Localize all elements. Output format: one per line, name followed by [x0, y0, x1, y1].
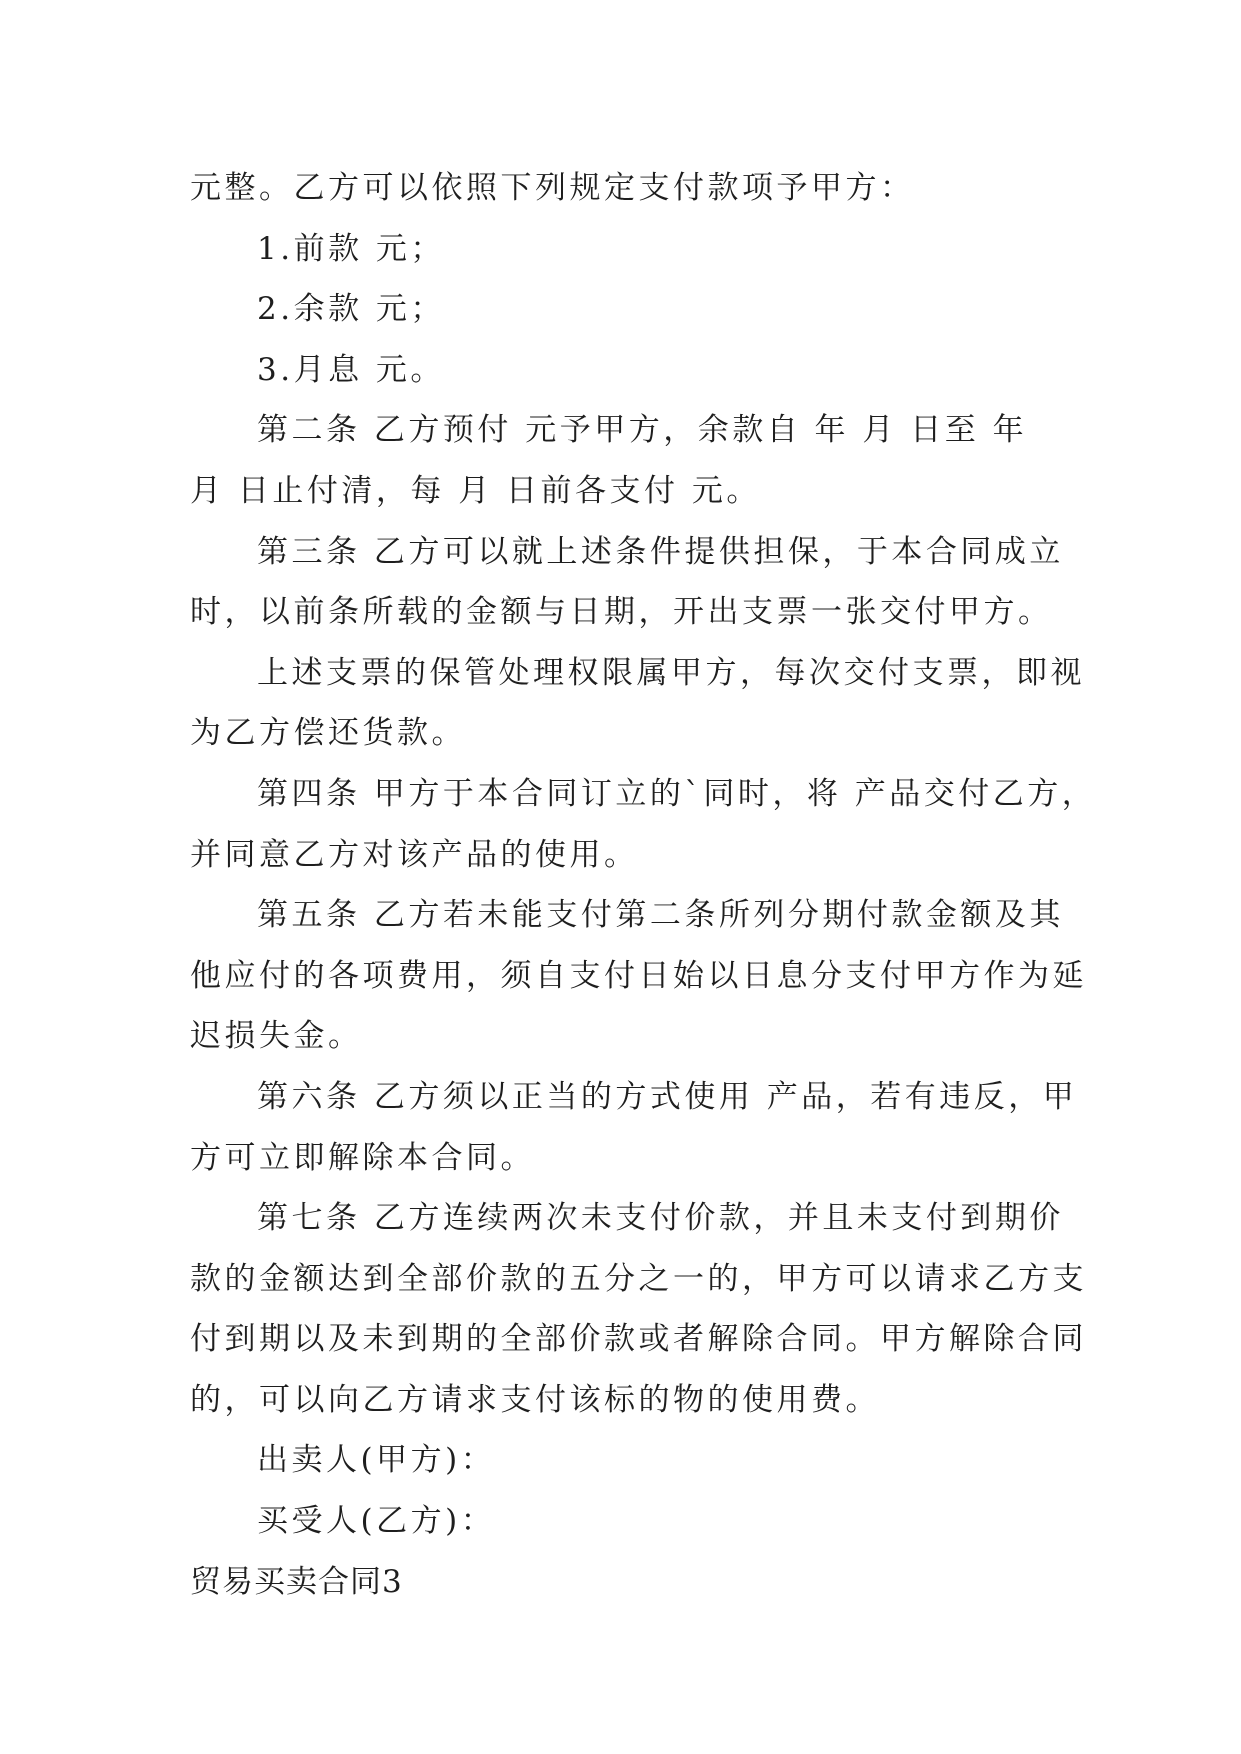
- article-2-line: 月 日止付清，每 月 日前各支付 元。: [190, 472, 761, 509]
- list-item-balance: 2.余款 元；: [257, 291, 445, 328]
- article-3-line: 上述支票的保管处理权限属甲方，每次交付支票，即视: [257, 654, 1085, 691]
- article-7-line: 付到期以及未到期的全部价款或者解除合同。甲方解除合同: [190, 1321, 1087, 1358]
- article-3-line: 时，以前条所载的金额与日期，开出支票一张交付甲方。: [190, 594, 1053, 631]
- article-3-line: 第三条 乙方可以就上述条件提供担保，于本合同成立: [257, 533, 1064, 570]
- article-5-line: 第五条 乙方若未能支付第二条所列分期付款金额及其: [257, 897, 1064, 934]
- article-5-line: 他应付的各项费用，须自支付日始以日息分支付甲方作为延: [190, 957, 1087, 994]
- paragraph-line: 元整。乙方可以依照下列规定支付款项予甲方：: [190, 170, 915, 206]
- article-7-line: 第七条 乙方连续两次未支付价款，并且未支付到期价: [257, 1200, 1064, 1237]
- list-item-monthly-interest: 3.月息 元。: [257, 351, 445, 388]
- article-6-line: 方可立即解除本合同。: [190, 1139, 535, 1176]
- article-5-line: 迟损失金。: [190, 1018, 363, 1055]
- article-7-line: 的，可以向乙方请求支付该标的物的使用费。: [190, 1381, 880, 1418]
- article-7-line: 款的金额达到全部价款的五分之一的，甲方可以请求乙方支: [190, 1260, 1087, 1297]
- article-6-line: 第六条 乙方须以正当的方式使用 产品，若有违反，甲: [257, 1078, 1078, 1115]
- list-item-down-payment: 1.前款 元；: [257, 230, 445, 267]
- seller-signature-label: 出卖人(甲方)：: [257, 1442, 496, 1479]
- article-2-line: 第二条 乙方预付 元予甲方，余款自 年 月 日至 年: [257, 412, 1028, 449]
- section-heading: 贸易买卖合同3: [190, 1563, 403, 1600]
- article-4-line: 并同意乙方对该产品的使用。: [190, 836, 639, 873]
- article-4-line: 第四条 甲方于本合同订立的`同时，将 产品交付乙方，: [257, 775, 1097, 812]
- document-body: [190, 158, 1097, 1612]
- buyer-signature-label: 买受人(乙方)：: [257, 1503, 496, 1540]
- article-3-line: 为乙方偿还货款。: [190, 715, 466, 752]
